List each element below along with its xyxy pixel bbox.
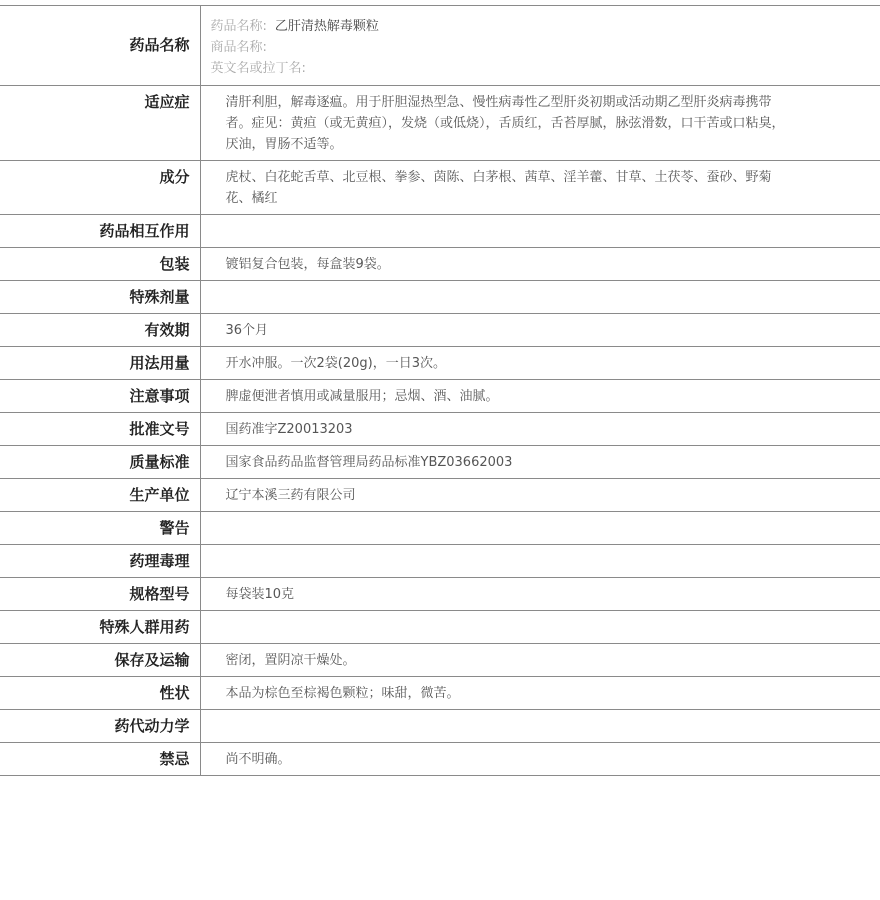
info-row <box>0 380 880 413</box>
info-row-value: 脾虚便泄者慎用或减量服用；忌烟、酒、油腻。 <box>200 380 880 413</box>
info-row <box>0 578 880 611</box>
drug-name-value-cell <box>200 6 880 86</box>
info-row-label: 生产单位 <box>0 479 200 512</box>
info-row <box>0 215 880 248</box>
info-row <box>0 545 880 578</box>
info-row <box>0 347 880 380</box>
info-row-label: 特殊人群用药 <box>0 611 200 644</box>
info-row <box>0 314 880 347</box>
info-row-label: 药理毒理 <box>0 545 200 578</box>
info-row-label: 包装 <box>0 248 200 281</box>
english-name-key: 英文名或拉丁名: <box>210 61 306 76</box>
info-row <box>0 512 880 545</box>
drug-name-row <box>0 6 880 86</box>
info-row-value: 国药准字Z20013203 <box>200 413 880 446</box>
info-row-value <box>200 512 880 545</box>
drug-info-table <box>0 5 880 776</box>
info-row-value: 虎杖、白花蛇舌草、北豆根、拳参、茵陈、白茅根、茜草、淫羊藿、甘草、土茯苓、蚕砂、野菊花、橘红 <box>200 161 880 215</box>
info-row-label: 性状 <box>0 677 200 710</box>
info-row <box>0 446 880 479</box>
info-row <box>0 710 880 743</box>
info-row-value <box>200 215 880 248</box>
info-row-value: 清肝利胆，解毒逐瘟。用于肝胆湿热型急、慢性病毒性乙型肝炎初期或活动期乙型肝炎病毒携带者。症见：黄疸（或无黄疸），发烧（或低烧），舌质红，舌苔厚腻，脉弦滑数，口干苦或口粘臭，厌油，胃肠不适等。 <box>200 86 880 161</box>
generic-name-value: 乙肝清热解毒颗粒 <box>274 19 379 34</box>
info-row <box>0 644 880 677</box>
info-row-value: 国家食品药品监督管理局药品标准YBZ03662003 <box>200 446 880 479</box>
info-row-label: 禁忌 <box>0 743 200 776</box>
english-name-line <box>211 58 861 79</box>
info-row <box>0 479 880 512</box>
info-row-label: 药品相互作用 <box>0 215 200 248</box>
info-row-label: 警告 <box>0 512 200 545</box>
info-row-label: 质量标准 <box>0 446 200 479</box>
info-row-label: 注意事项 <box>0 380 200 413</box>
generic-name-key: 药品名称: <box>210 19 267 34</box>
drug-info-table-body <box>0 6 880 776</box>
info-row-label: 批准文号 <box>0 413 200 446</box>
info-row-value: 开水冲服。一次2袋(20g)，一日3次。 <box>200 347 880 380</box>
info-row <box>0 86 880 161</box>
info-row-label: 适应症 <box>0 86 200 161</box>
info-row <box>0 611 880 644</box>
info-row-value <box>200 281 880 314</box>
generic-name-line <box>211 16 861 37</box>
info-row <box>0 743 880 776</box>
info-row-value: 密闭，置阴凉干燥处。 <box>200 644 880 677</box>
info-row-label: 成分 <box>0 161 200 215</box>
info-row-value: 每袋装10克 <box>200 578 880 611</box>
info-row-label: 特殊剂量 <box>0 281 200 314</box>
drug-name-label: 药品名称 <box>0 6 200 86</box>
info-row <box>0 413 880 446</box>
info-row-value <box>200 611 880 644</box>
info-row-value: 辽宁本溪三药有限公司 <box>200 479 880 512</box>
info-row <box>0 677 880 710</box>
trade-name-line <box>211 37 861 58</box>
info-row-value: 36个月 <box>200 314 880 347</box>
info-row-value <box>200 710 880 743</box>
info-row-value: 镀铝复合包装，每盒装9袋。 <box>200 248 880 281</box>
info-row-value <box>200 545 880 578</box>
trade-name-key: 商品名称: <box>210 40 267 55</box>
info-row <box>0 281 880 314</box>
info-row-value: 尚不明确。 <box>200 743 880 776</box>
info-row-label: 药代动力学 <box>0 710 200 743</box>
info-row-label: 规格型号 <box>0 578 200 611</box>
info-row-value: 本品为棕色至棕褐色颗粒；味甜，微苦。 <box>200 677 880 710</box>
info-row-label: 保存及运输 <box>0 644 200 677</box>
info-row <box>0 248 880 281</box>
info-row-label: 用法用量 <box>0 347 200 380</box>
info-row <box>0 161 880 215</box>
info-row-label: 有效期 <box>0 314 200 347</box>
